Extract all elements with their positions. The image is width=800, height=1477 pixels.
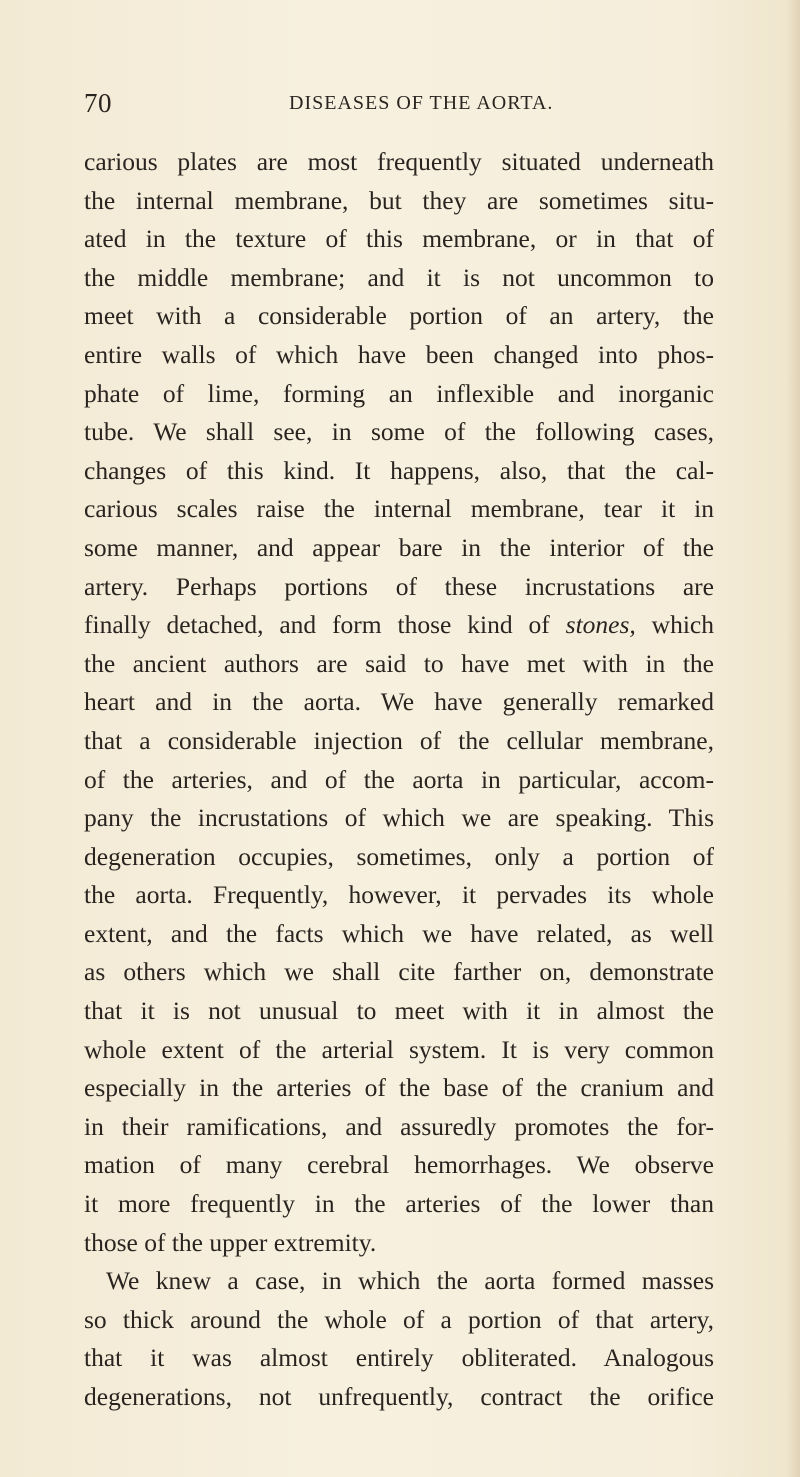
text-line: especially in the arteries of the base of the cranium and <box>84 1073 714 1103</box>
text-line-with-italic <box>84 606 714 645</box>
text-line: the internal membrane, but they are sometimes situ- <box>84 185 714 215</box>
text-line: meet with a considerable portion of an artery, the <box>84 301 714 331</box>
text-line: some manner, and appear bare in the interior of the <box>84 532 714 562</box>
page-number: 70 <box>84 88 112 118</box>
text-line: that a considerable injection of the cellular membrane, <box>84 725 714 755</box>
text-line: pany the incrustations of which we are speaking. This <box>84 803 714 833</box>
text-line: the aorta. Frequently, however, it pervades its whole <box>84 880 714 910</box>
text-line: whole extent of the arterial system. It is very common <box>84 1034 714 1064</box>
text-line: heart and in the aorta. We have generally remarked <box>84 687 714 717</box>
text-line: of the arteries, and of the aorta in particular, accom- <box>84 764 714 794</box>
text-line: those of the upper extremity. <box>84 1227 377 1257</box>
text-line: extent, and the facts which we have related, as well <box>84 918 714 948</box>
text-line: that it was almost entirely obliterated. Analogous <box>84 1343 714 1373</box>
text-line: that it is not unusual to meet with it in almost the <box>84 996 714 1026</box>
text-line: ated in the texture of this membrane, or in that of <box>84 224 714 254</box>
text-line: degenerations, not unfrequently, contract the orifice <box>84 1382 714 1411</box>
running-head-title: DISEASES OF THE AORTA. <box>289 92 554 114</box>
text-line: the ancient authors are said to have met with in the <box>84 648 714 678</box>
text-line: mation of many cerebral hemorrhages. We observe <box>84 1150 714 1180</box>
line-lead: finally detached, and form those kind of <box>84 610 566 640</box>
text-line: as others which we shall cite farther on, demonstrate <box>84 957 714 987</box>
text-line: We knew a case, in which the aorta formed masses <box>106 1266 714 1296</box>
text-line: carious scales raise the internal membrane, tear it in <box>84 494 714 524</box>
text-line: the middle membrane; and it is not uncommon to <box>84 262 714 292</box>
running-head <box>84 88 704 124</box>
text-line: artery. Perhaps portions of these incrustations are <box>84 571 714 601</box>
text-line: in their ramifications, and assuredly promotes the for- <box>84 1111 714 1141</box>
text-line: so thick around the whole of a portion of that artery, <box>84 1304 714 1334</box>
text-line: degeneration occupies, sometimes, only a portion of <box>84 841 714 871</box>
line-tail: which <box>635 610 714 640</box>
page-edge-shadow <box>786 0 800 1477</box>
text-line: it more frequently in the arteries of the lower than <box>84 1189 714 1219</box>
text-line: changes of this kind. It happens, also, that the cal- <box>84 455 714 485</box>
text-line: carious plates are most frequently situated underneath <box>84 147 714 176</box>
text-line: tube. We shall see, in some of the following cases, <box>84 417 714 447</box>
text-line: entire walls of which have been changed into phos- <box>84 339 714 369</box>
body-text <box>84 143 714 1417</box>
text-line: phate of lime, forming an inflexible and inorganic <box>84 378 714 408</box>
italic-word: stones, <box>565 610 636 640</box>
